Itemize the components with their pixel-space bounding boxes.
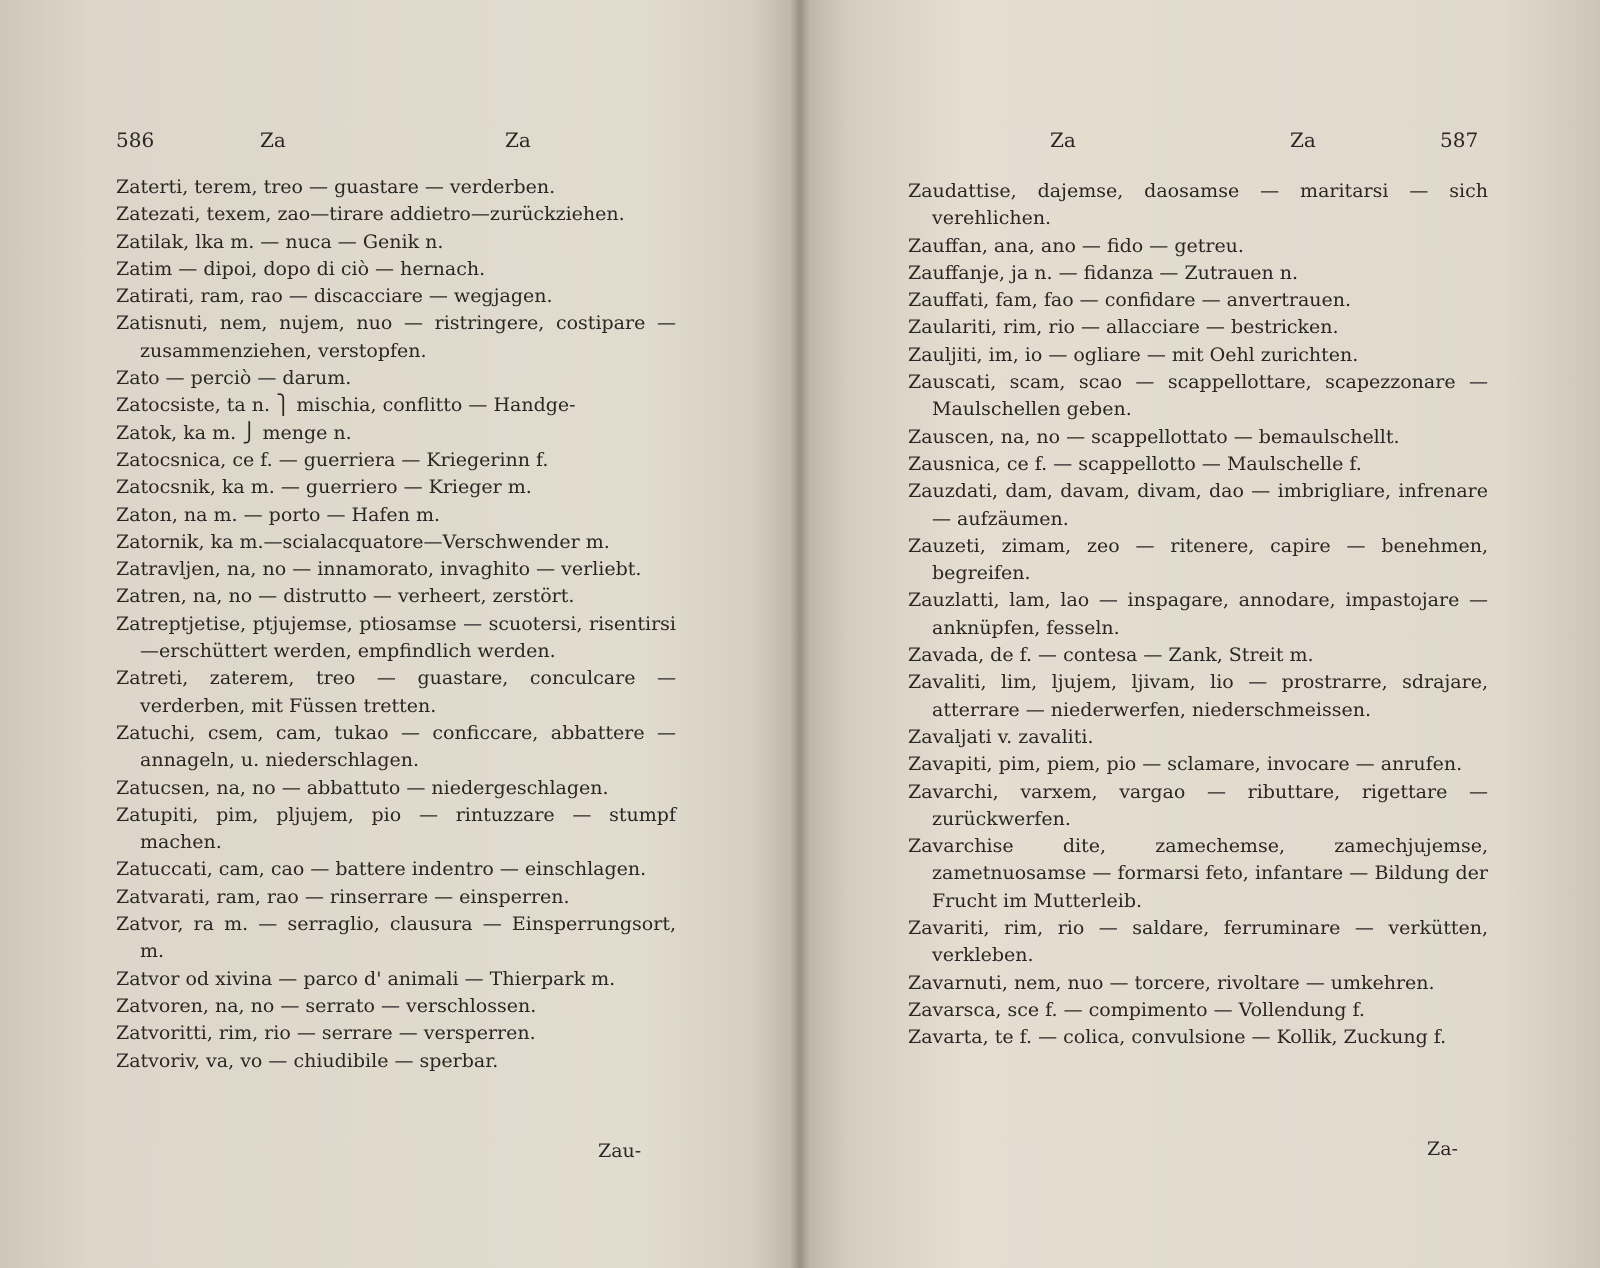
running-head-left: Za	[1050, 128, 1076, 152]
dictionary-entry: Zatok, ka m. ⎭ menge n.	[116, 421, 352, 444]
dictionary-entry: Zatvoren, na, no — serrato — verschlossen.	[116, 994, 537, 1017]
dictionary-entry: Zatim — dipoi, dopo di ciò — hernach.	[116, 257, 486, 280]
dictionary-entry: Zaterti, terem, treo — guastare — verderben.	[116, 176, 556, 198]
dictionary-entry: Zauzdati, dam, davam, divam, dao — imbrigliare, infrenare — aufzäumen.	[908, 480, 1488, 530]
page-number: 587	[1440, 128, 1479, 152]
dictionary-entry: Zauscen, na, no — scappellottato — bemaulschellt.	[908, 425, 1400, 448]
dictionary-entry: Zavariti, rim, rio — saldare, ferruminare — verkütten, verkleben.	[908, 917, 1488, 967]
dictionary-entry: Zatilak, lka m. — nuca — Genik n.	[116, 230, 444, 253]
dictionary-entry: Zatocsnik, ka m. — guerriero — Krieger m.	[116, 476, 532, 499]
dictionary-entry: Zauljiti, im, io — ogliare — mit Oehl zurichten.	[908, 343, 1359, 366]
dictionary-entry: Zatezati, texem, zao—tirare addietro—zurückziehen.	[116, 203, 625, 226]
dictionary-entry: Zauffan, ana, ano — fido — getreu.	[908, 234, 1244, 257]
dictionary-entry: Zavarnuti, nem, nuo — torcere, rivoltare — umkehren.	[908, 971, 1435, 994]
dictionary-entry: Zauffanje, ja n. — fidanza — Zutrauen n.	[908, 261, 1298, 284]
dictionary-entry: Zavarta, te f. — colica, convulsione — Kollik, Zuckung f.	[908, 1026, 1447, 1049]
dictionary-entry: Zauscati, scam, scao — scappellottare, scapezzonare — Maulschellen geben.	[908, 371, 1488, 421]
dictionary-entry: Zatravljen, na, no — innamorato, invaghito — verliebt.	[116, 558, 642, 581]
page-number: 586	[116, 128, 155, 152]
dictionary-entries	[908, 178, 1488, 1052]
dictionary-entry: Zavada, de f. — contesa — Zank, Streit m.	[908, 644, 1314, 667]
dictionary-entry: Zatornik, ka m.—scialacquatore—Verschwender m.	[116, 530, 610, 553]
dictionary-entry: Zatupiti, pim, pljujem, pio — rintuzzare — stumpf machen.	[116, 803, 676, 854]
dictionary-entry: Zatvarati, ram, rao — rinserrare — einsperren.	[116, 885, 570, 908]
catchword: Zau-	[598, 1140, 642, 1162]
dictionary-entry: Zatocsnica, ce f. — guerriera — Kriegerinn f.	[116, 448, 549, 471]
dictionary-entry: Zavaliti, lim, ljujem, ljivam, lio — prostrarre, sdrajare, atterrare — niederwerfen, niederschmeissen.	[908, 671, 1488, 721]
dictionary-entries	[116, 174, 676, 1075]
dictionary-entry: Zatirati, ram, rao — discacciare — wegjagen.	[116, 285, 553, 308]
dictionary-entry: Zato — perciò — darum.	[116, 367, 352, 390]
dictionary-entry: Zaudattise, dajemse, daosamse — maritarsi — sich verehlichen.	[908, 180, 1488, 230]
dictionary-entry: Zatocsiste, ta n. ⎫ mischia, conflitto — Handge-	[116, 394, 576, 417]
running-head-right: Za	[505, 128, 531, 152]
dictionary-entry: Zauzeti, zimam, zeo — ritenere, capire — benehmen, begreifen.	[908, 534, 1488, 585]
dictionary-entry: Zatreti, zaterem, treo — guastare, conculcare — verderben, mit Füssen tretten.	[116, 667, 676, 717]
dictionary-entry: Zaulariti, rim, rio — allacciare — bestricken.	[908, 316, 1339, 339]
dictionary-entry: Zatvoriv, va, vo — chiudibile — sperbar.	[116, 1049, 499, 1072]
dictionary-entry: Zatisnuti, nem, nujem, nuo — ristringere, costipare — zusammenziehen, verstopfen.	[116, 312, 676, 362]
running-head-left: Za	[260, 128, 286, 152]
dictionary-entry: Zaton, na m. — porto — Hafen m.	[116, 503, 441, 526]
dictionary-entry: Zatuchi, csem, cam, tukao — conficcare, abbattere — annageln, u. niederschlagen.	[116, 721, 676, 772]
catchword: Za-	[1427, 1138, 1458, 1160]
dictionary-entry: Zavarsca, sce f. — compimento — Vollendung f.	[908, 998, 1365, 1021]
dictionary-entry: Zatvor, ra m. — serraglio, clausura — Einsperrungsort, m.	[116, 913, 676, 963]
dictionary-entry: Zatucsen, na, no — abbattuto — niedergeschlagen.	[116, 776, 609, 799]
dictionary-entry: Zausnica, ce f. — scappellotto — Maulschelle f.	[908, 452, 1362, 475]
dictionary-entry: Zatuccati, cam, cao — battere indentro — einschlagen.	[116, 858, 647, 881]
dictionary-entry: Zatvor od xivina — parco d' animali — Thierpark m.	[116, 967, 616, 990]
dictionary-entry: Zauzlatti, lam, lao — inspagare, annodare, impastojare — anknüpfen, fesseln.	[908, 589, 1488, 639]
dictionary-entry: Zavapiti, pim, piem, pio — sclamare, invocare — anrufen.	[908, 753, 1463, 776]
dictionary-entry: Zavaljati v. zavaliti.	[908, 725, 1094, 748]
dictionary-entry: Zatreptjetise, ptjujemse, ptiosamse — scuotersi, risentirsi—erschüttert werden, empfindlich werden.	[116, 612, 676, 663]
dictionary-entry: Zatren, na, no — distrutto — verheert, zerstört.	[116, 585, 575, 608]
dictionary-entry: Zauffati, fam, fao — confidare — anvertrauen.	[908, 289, 1352, 312]
right-page	[800, 0, 1600, 1268]
dictionary-entry: Zavarchise dite, zamechemse, zamechjujemse, zametnuosamse — formarsi feto, infantare — Bildung der Frucht im Mutterleib.	[908, 835, 1488, 912]
dictionary-entry: Zatvoritti, rim, rio — serrare — versperren.	[116, 1022, 536, 1045]
dictionary-entry: Zavarchi, varxem, vargao — ributtare, rigettare — zurückwerfen.	[908, 780, 1488, 830]
running-head-right: Za	[1290, 128, 1316, 152]
